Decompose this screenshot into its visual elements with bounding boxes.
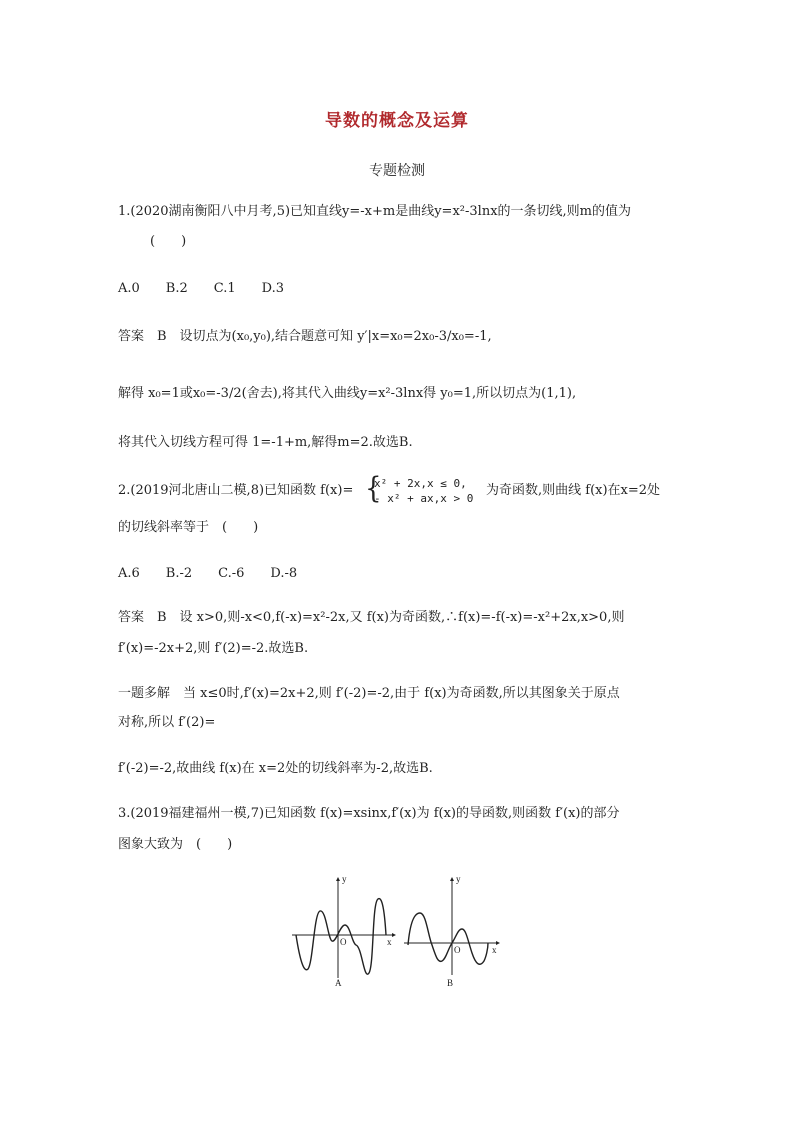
question-1-answer-blank: ( ) xyxy=(150,234,187,249)
question-2-alt-solution-conclusion: f′(-2)=-2,故曲线 f(x)在 x=2处的切线斜率为-2,故选B. xyxy=(118,761,433,776)
question-2-answer: 答案 B 设 x>0,则-x<0,f(-x)=x²-2x,又 f(x)为奇函数,∴f(x)=-f(-x)=-x²+2x,x>0,则 xyxy=(118,610,625,625)
question-1-stem: 1.(2020湖南衡阳八中月考,5)已知直线y=-x+m是曲线y=x²-3lnx的一条切线,则m的值为 xyxy=(118,204,631,219)
y-axis-label: y xyxy=(342,874,347,884)
graph-b-caption: B xyxy=(447,978,454,988)
curve-b xyxy=(408,913,488,964)
piece-bottom: - x² + ax,x > 0 xyxy=(374,492,474,505)
question-2-answer-cont: f′(x)=-2x+2,则 f′(2)=-2.故选B. xyxy=(118,641,309,656)
question-3-stem-cont: 图象大致为 ( ) xyxy=(118,837,233,852)
question-2-alt-solution: 一题多解 当 x≤0时,f′(x)=2x+2,则 f′(-2)=-2,由于 f(x)为奇函数,所以其图象关于原点 xyxy=(118,686,620,701)
graph-a-caption: A xyxy=(335,978,342,988)
question-2-stem-part2: 为奇函数,则曲线 f(x)在x=2处 xyxy=(486,483,661,498)
y-axis-label: y xyxy=(456,874,461,884)
question-3-stem: 3.(2019福建福州一模,7)已知函数 f(x)=xsinx,f′(x)为 f(x)的导函数,则函数 f′(x)的部分 xyxy=(118,806,620,821)
question-2-stem-part3: 的切线斜率等于 ( ) xyxy=(118,520,259,535)
origin-label: O xyxy=(454,945,461,955)
y-axis-arrow-icon xyxy=(336,877,340,881)
piece-top: x² + 2x,x ≤ 0, xyxy=(374,477,467,490)
question-2-stem-part1: 2.(2019河北唐山二模,8)已知函数 f(x)= xyxy=(118,483,354,498)
x-axis-arrow-icon xyxy=(392,933,396,937)
x-axis-label: x xyxy=(492,945,497,955)
question-1-solution-conclusion: 将其代入切线方程可得 1=-1+m,解得m=2.故选B. xyxy=(118,435,413,450)
graph-b xyxy=(400,873,505,988)
question-1-answer: 答案 B 设切点为(x₀,y₀),结合题意可知 y′|x=x₀=2x₀-3/x₀=-1, xyxy=(118,329,492,344)
question-1-solution-step: 解得 x₀=1或x₀=-3/2(舍去),将其代入曲线y=x²-3lnx得 y₀=1,所以切点为(1,1), xyxy=(118,386,577,401)
origin-label: O xyxy=(340,937,347,947)
y-axis-arrow-icon xyxy=(450,877,454,881)
piecewise-function xyxy=(365,472,490,507)
graph-a xyxy=(288,873,398,988)
brace-glyph: { xyxy=(365,472,382,506)
document-title: 导数的概念及运算 xyxy=(325,111,469,131)
question-1-options: A.0 B.2 C.1 D.3 xyxy=(118,281,284,296)
x-axis-label: x xyxy=(387,937,392,947)
question-2-options: A.6 B.-2 C.-6 D.-8 xyxy=(118,566,298,581)
x-axis-arrow-icon xyxy=(496,941,500,945)
section-subtitle: 专题检测 xyxy=(369,163,425,179)
question-2-alt-solution-cont: 对称,所以 f′(2)= xyxy=(118,715,216,730)
